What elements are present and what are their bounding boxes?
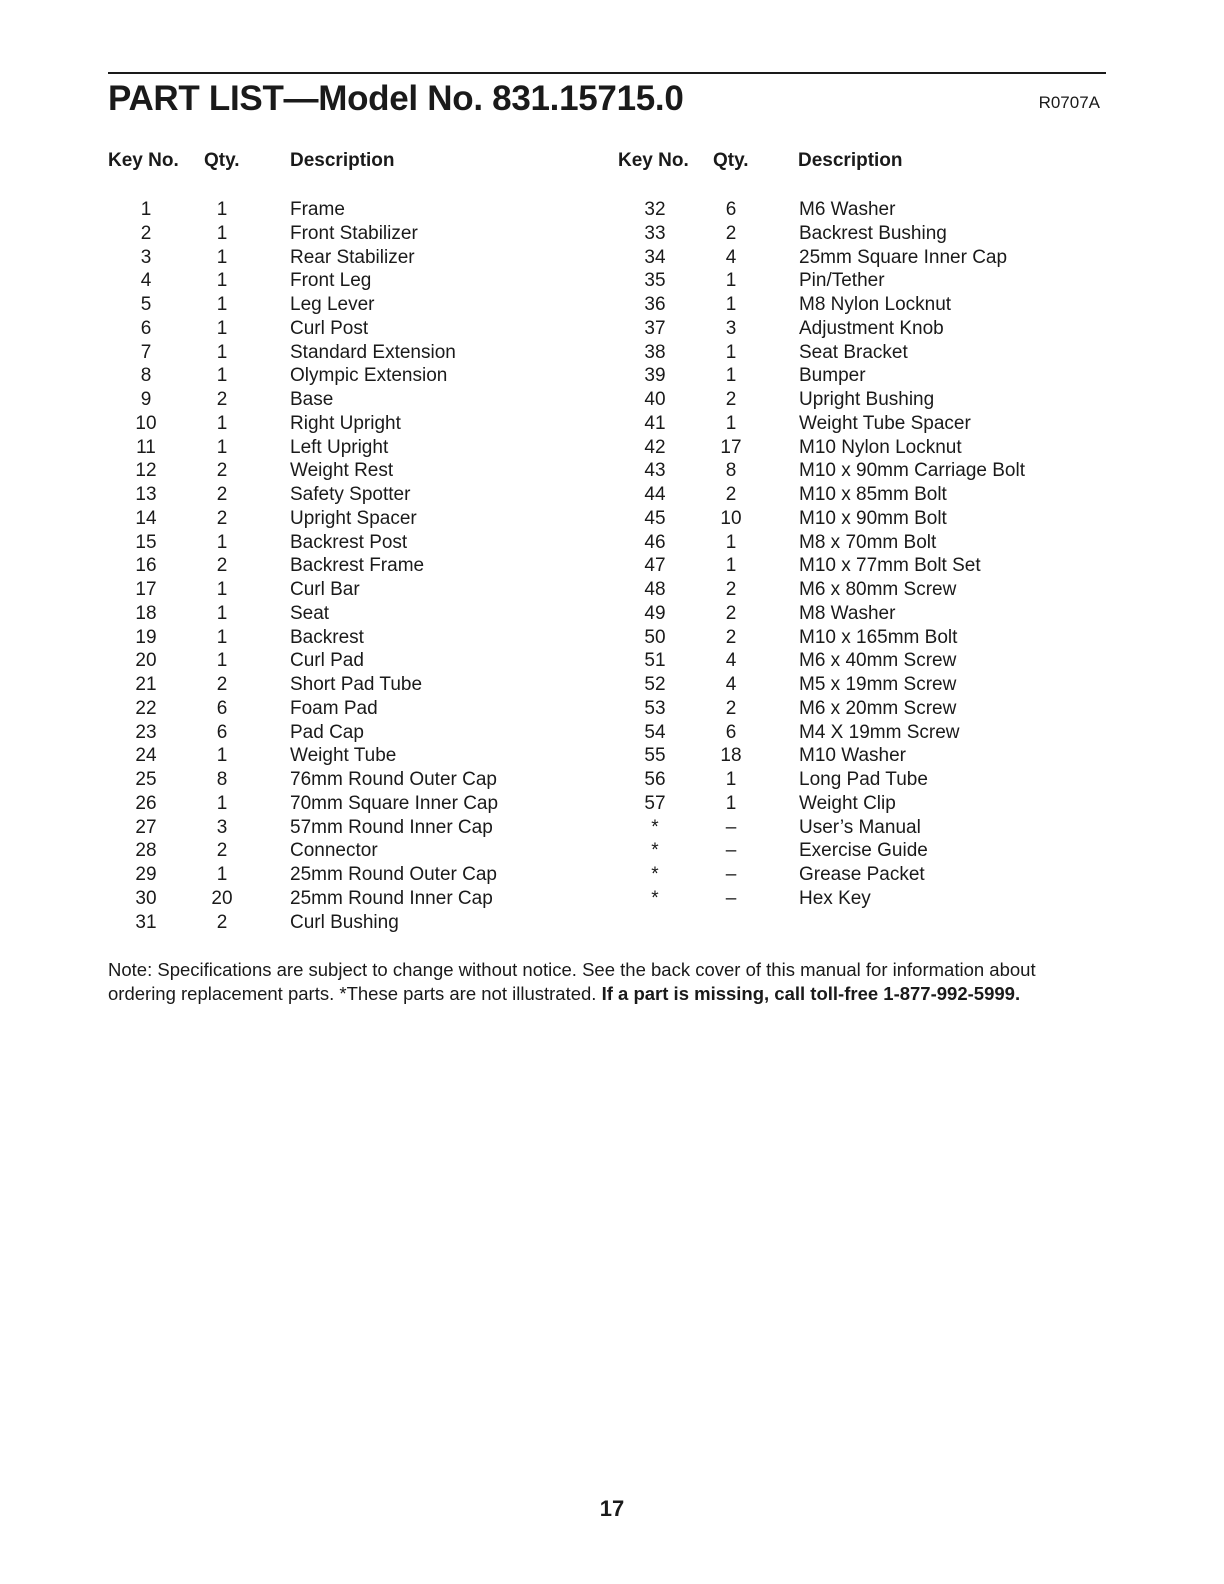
part-qty: 2 <box>725 579 737 600</box>
part-description: Rear Stabilizer <box>290 246 415 268</box>
part-qty: 3 <box>216 816 228 838</box>
part-qty: 1 <box>216 222 228 244</box>
part-key-no: 12 <box>135 460 157 482</box>
part-qty: 2 <box>725 626 737 648</box>
part-key-no: 50 <box>644 626 666 648</box>
part-description: 70mm Square Inner Cap <box>290 792 499 814</box>
part-qty: 2 <box>725 484 737 505</box>
part-description: 25mm Round Outer Cap <box>290 864 497 885</box>
part-key-no: 32 <box>644 199 666 220</box>
part-key-no: 1 <box>140 199 152 220</box>
part-qty: 2 <box>216 460 228 482</box>
part-description: Upright Spacer <box>290 507 417 529</box>
part-key-no: 53 <box>644 697 666 719</box>
part-description: Upright Bushing <box>799 389 935 410</box>
part-description: User’s Manual <box>799 816 921 838</box>
part-description: Curl Bar <box>290 579 360 600</box>
part-key-no: 22 <box>135 697 157 719</box>
part-description: M10 x 90mm Carriage Bolt <box>799 460 1025 482</box>
part-qty: 17 <box>720 436 742 458</box>
part-qty: 1 <box>725 792 737 814</box>
part-key-no: 39 <box>644 365 666 387</box>
part-key-no: * <box>651 887 659 909</box>
part-key-no: 25 <box>135 769 157 790</box>
part-description: M6 x 40mm Screw <box>799 650 957 672</box>
part-qty: 1 <box>725 365 737 387</box>
part-description: Safety Spotter <box>290 484 411 505</box>
part-qty: 6 <box>216 697 228 719</box>
part-qty: 4 <box>725 674 737 695</box>
part-qty: 18 <box>720 745 742 767</box>
part-key-no: 6 <box>140 317 152 339</box>
part-qty: 1 <box>216 365 228 387</box>
part-qty: 8 <box>216 769 228 790</box>
part-qty: 3 <box>725 317 737 339</box>
part-key-no: 26 <box>135 792 157 814</box>
part-key-no: 34 <box>644 246 666 268</box>
part-description: Backrest Frame <box>290 555 425 577</box>
part-qty: 1 <box>216 650 228 672</box>
part-description: Left Upright <box>290 436 389 458</box>
part-qty: 1 <box>725 294 737 315</box>
part-key-no: 31 <box>135 911 157 933</box>
part-description: Curl Bushing <box>290 911 399 933</box>
part-qty: 1 <box>216 199 228 220</box>
part-key-no: 9 <box>140 389 152 410</box>
part-key-no: 24 <box>135 745 157 767</box>
part-qty: 1 <box>216 436 228 458</box>
part-description: Exercise Guide <box>799 840 928 862</box>
part-key-no: 57 <box>644 792 666 814</box>
part-key-no: 19 <box>135 626 157 648</box>
part-description: M10 x 90mm Bolt <box>799 507 947 529</box>
part-qty: 1 <box>725 412 737 434</box>
part-key-no: 21 <box>135 674 157 695</box>
part-description: M8 x 70mm Bolt <box>799 531 937 553</box>
part-description: Connector <box>290 840 378 862</box>
part-description: M10 x 77mm Bolt Set <box>799 555 981 577</box>
part-qty: 2 <box>216 507 228 529</box>
part-key-no: 51 <box>644 650 666 672</box>
part-description: M6 Washer <box>799 199 896 220</box>
part-qty: 1 <box>725 341 737 363</box>
part-key-no: 4 <box>140 270 152 292</box>
part-description: M6 x 80mm Screw <box>799 579 957 600</box>
part-key-no: 41 <box>644 412 666 434</box>
page-title: PART LIST—Model No. 831.15715.0 <box>108 79 684 118</box>
part-key-no: 27 <box>135 816 157 838</box>
part-qty: 1 <box>216 294 228 315</box>
part-description: Base <box>290 389 334 410</box>
part-qty: 2 <box>725 697 737 719</box>
part-description: Frame <box>290 199 345 220</box>
part-description: M4 X 19mm Screw <box>799 721 960 743</box>
part-description: Hex Key <box>799 887 871 909</box>
part-qty: – <box>725 887 737 909</box>
part-qty: 6 <box>725 721 737 743</box>
part-key-no: 38 <box>644 341 666 363</box>
part-qty: – <box>725 864 737 885</box>
part-key-no: 15 <box>135 531 157 553</box>
part-description: Weight Tube <box>290 745 397 767</box>
part-key-no: 36 <box>644 294 666 315</box>
part-description: M10 Nylon Locknut <box>799 436 962 458</box>
part-description: M6 x 20mm Screw <box>799 697 957 719</box>
note-toll-free: If a part is missing, call toll-free 1-877-992-5999. <box>601 983 1021 1004</box>
part-qty: 1 <box>216 745 228 767</box>
part-qty: 1 <box>216 412 228 434</box>
part-key-no: 10 <box>135 412 157 434</box>
col-header-desc-right: Description <box>798 150 903 171</box>
part-key-no: 42 <box>644 436 666 458</box>
part-key-no: 44 <box>644 484 666 505</box>
part-qty: 1 <box>216 531 228 553</box>
part-qty: 2 <box>725 389 737 410</box>
part-key-no: 43 <box>644 460 666 482</box>
part-qty: 1 <box>725 769 737 790</box>
part-key-no: 54 <box>644 721 666 743</box>
part-description: M10 Washer <box>799 745 906 767</box>
part-qty: 2 <box>216 840 228 862</box>
part-description: M8 Washer <box>799 602 896 624</box>
part-key-no: 46 <box>644 531 666 553</box>
note <box>108 958 1108 1006</box>
part-qty: 20 <box>211 887 233 909</box>
part-description: Pad Cap <box>290 721 364 743</box>
part-key-no: 52 <box>644 674 666 695</box>
part-key-no: 47 <box>644 555 666 577</box>
part-description: Backrest Bushing <box>799 222 947 244</box>
note-text: Note: Specifications are subject to change without notice. See the back cover of this manual for information about ordering replacement parts. *These parts are not illustrated. <box>108 959 1036 1004</box>
col-header-qty-right: Qty. <box>713 150 749 171</box>
part-qty: 1 <box>216 341 228 363</box>
part-qty: 1 <box>216 792 228 814</box>
part-key-no: 29 <box>135 864 157 885</box>
part-description: Backrest Post <box>290 531 408 553</box>
part-description: Curl Post <box>290 317 369 339</box>
part-qty: – <box>725 816 737 838</box>
part-description: 25mm Square Inner Cap <box>799 246 1008 268</box>
part-key-no: 45 <box>644 507 666 529</box>
part-qty: – <box>725 840 737 862</box>
part-description: Bumper <box>799 365 866 387</box>
part-key-no: 40 <box>644 389 666 410</box>
part-description: Leg Lever <box>290 294 375 315</box>
part-key-no: 28 <box>135 840 157 862</box>
part-qty: 8 <box>725 460 737 482</box>
part-qty: 2 <box>216 389 228 410</box>
part-qty: 1 <box>216 246 228 268</box>
part-qty: 1 <box>216 626 228 648</box>
part-key-no: * <box>651 864 659 885</box>
part-description: M10 x 85mm Bolt <box>799 484 947 505</box>
part-qty: 1 <box>216 602 228 624</box>
part-description: M8 Nylon Locknut <box>799 294 952 315</box>
part-key-no: 7 <box>140 341 152 363</box>
part-description: M10 x 165mm Bolt <box>799 626 958 648</box>
part-qty: 2 <box>725 222 737 244</box>
document-code: R0707A <box>1038 93 1100 112</box>
part-description: Grease Packet <box>799 864 925 885</box>
part-qty: 2 <box>216 911 228 933</box>
part-qty: 1 <box>216 579 228 600</box>
part-key-no: 17 <box>135 579 157 600</box>
part-description: Long Pad Tube <box>799 769 928 790</box>
part-key-no: 11 <box>136 436 156 458</box>
part-description: M5 x 19mm Screw <box>799 674 957 695</box>
part-description: Adjustment Knob <box>799 317 944 339</box>
part-description: Weight Clip <box>799 792 896 814</box>
part-key-no: 56 <box>644 769 666 790</box>
part-description: Short Pad Tube <box>290 674 423 695</box>
part-description: 25mm Round Inner Cap <box>290 887 493 909</box>
part-description: 57mm Round Inner Cap <box>290 816 493 838</box>
part-key-no: 20 <box>135 650 157 672</box>
part-key-no: 55 <box>644 745 666 767</box>
part-key-no: 13 <box>135 484 157 505</box>
part-key-no: 35 <box>644 270 666 292</box>
part-qty: 6 <box>216 721 228 743</box>
part-key-no: 23 <box>135 721 157 743</box>
part-qty: 1 <box>725 270 737 292</box>
part-qty: 2 <box>216 484 228 505</box>
part-description: Olympic Extension <box>290 365 448 387</box>
part-qty: 4 <box>725 650 737 672</box>
part-qty: 1 <box>216 864 228 885</box>
part-description: Weight Rest <box>290 460 394 482</box>
part-description: Seat <box>290 602 330 624</box>
part-description: Seat Bracket <box>799 341 908 363</box>
part-key-no: 18 <box>135 602 157 624</box>
part-qty: 1 <box>725 555 737 577</box>
part-key-no: 37 <box>644 317 666 339</box>
title-rule <box>108 72 1106 74</box>
part-description: Front Leg <box>290 270 372 292</box>
part-description: Curl Pad <box>290 650 364 672</box>
part-qty: 1 <box>216 270 228 292</box>
part-qty: 1 <box>725 531 737 553</box>
part-description: Pin/Tether <box>799 270 885 292</box>
part-description: Right Upright <box>290 412 401 434</box>
part-key-no: 8 <box>140 365 152 387</box>
part-description: Foam Pad <box>290 697 378 719</box>
part-qty: 2 <box>725 602 737 624</box>
part-description: Front Stabilizer <box>290 222 418 244</box>
part-description: Standard Extension <box>290 341 456 363</box>
part-description: Weight Tube Spacer <box>799 412 971 434</box>
part-key-no: 14 <box>135 507 157 529</box>
page-number: 17 <box>599 1496 625 1521</box>
part-description: Backrest <box>290 626 364 648</box>
part-qty: 10 <box>720 507 742 529</box>
col-header-desc-left: Description <box>290 150 395 171</box>
part-key-no: * <box>651 840 659 862</box>
part-qty: 2 <box>216 555 228 577</box>
col-header-qty-left: Qty. <box>204 150 240 171</box>
part-qty: 6 <box>725 199 737 220</box>
col-header-key-right: Key No. <box>618 150 689 171</box>
part-key-no: * <box>651 816 659 838</box>
part-key-no: 30 <box>135 887 157 909</box>
part-qty: 2 <box>216 674 228 695</box>
part-description: 76mm Round Outer Cap <box>290 769 497 790</box>
part-key-no: 2 <box>140 222 152 244</box>
part-key-no: 49 <box>644 602 666 624</box>
part-key-no: 16 <box>135 555 157 577</box>
part-key-no: 5 <box>140 294 152 315</box>
part-key-no: 33 <box>644 222 666 244</box>
part-qty: 1 <box>216 317 228 339</box>
part-key-no: 48 <box>644 579 666 600</box>
part-key-no: 3 <box>140 246 152 268</box>
part-qty: 4 <box>725 246 737 268</box>
col-header-key-left: Key No. <box>108 150 179 171</box>
